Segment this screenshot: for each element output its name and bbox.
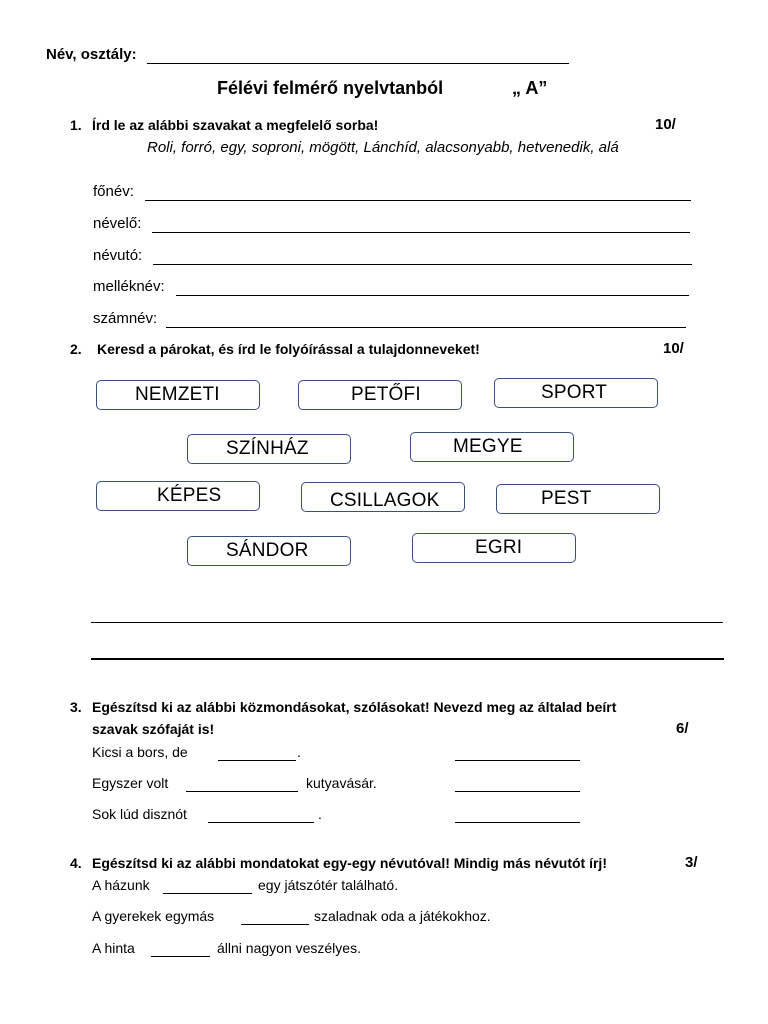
q4-line2-end: szaladnak oda a játékokhoz. bbox=[314, 908, 491, 924]
q2-points: 10/ bbox=[663, 340, 684, 357]
word-tile-sport[interactable]: SPORT bbox=[494, 378, 658, 408]
q1-answer-line-szamnev[interactable] bbox=[166, 327, 686, 328]
q3-line1-blank[interactable] bbox=[218, 760, 296, 761]
q1-row-label-melleknev: melléknév: bbox=[93, 278, 165, 295]
word-tile-kepes[interactable]: KÉPES bbox=[96, 481, 260, 511]
page-title: Félévi felmérő nyelvtanból bbox=[217, 78, 444, 98]
q1-number: 1. bbox=[70, 117, 82, 133]
q1-row-label-fonev: főnév: bbox=[93, 183, 134, 200]
q3-line3-blank[interactable] bbox=[208, 822, 314, 823]
q2-instruction: Keresd a párokat, és írd le folyóírással a tulajdonneveket! bbox=[97, 341, 480, 357]
q4-line1-text: A házunk bbox=[92, 877, 150, 893]
q3-instruction-line1: Egészítsd ki az alábbi közmondásokat, szólásokat! Nevezd meg az általad beírt bbox=[92, 699, 617, 715]
word-tile-sandor[interactable]: SÁNDOR bbox=[187, 536, 351, 566]
q4-line3-end: állni nagyon veszélyes. bbox=[217, 940, 361, 956]
q3-line2-text: Egyszer volt bbox=[92, 775, 169, 791]
q1-answer-line-nevuto[interactable] bbox=[153, 264, 692, 265]
word-tile-szinhaz[interactable]: SZÍNHÁZ bbox=[187, 434, 351, 464]
q4-line1-blank[interactable] bbox=[163, 893, 252, 894]
q4-points: 3/ bbox=[685, 854, 698, 871]
q3-line1-text: Kicsi a bors, de bbox=[92, 744, 188, 760]
q1-answer-line-nevelo[interactable] bbox=[152, 232, 690, 233]
q3-points: 6/ bbox=[676, 720, 689, 737]
q3-number: 3. bbox=[70, 699, 82, 715]
word-tile-pest[interactable]: PEST bbox=[496, 484, 660, 514]
q3-line1-end: . bbox=[297, 744, 301, 760]
q3-instruction-line2: szavak szófaját is! bbox=[92, 721, 215, 737]
word-tile-egri[interactable]: EGRI bbox=[412, 533, 576, 563]
q2-answer-line-1[interactable] bbox=[91, 622, 723, 623]
q1-row-label-szamnev: számnév: bbox=[93, 310, 158, 327]
q1-row-label-nevelo: névelő: bbox=[93, 215, 142, 232]
q3-line3-text: Sok lúd disznót bbox=[92, 806, 187, 822]
q4-line1-end: egy játszótér található. bbox=[258, 877, 399, 893]
word-tile-nemzeti[interactable]: NEMZETI bbox=[96, 380, 260, 410]
word-tile-petofi[interactable]: PETŐFI bbox=[298, 380, 462, 410]
name-class-blank[interactable] bbox=[147, 63, 569, 64]
q4-line2-blank[interactable] bbox=[241, 924, 309, 925]
word-tile-csillagok[interactable]: CSILLAGOK bbox=[301, 482, 465, 512]
q2-answer-line-2[interactable] bbox=[91, 658, 724, 660]
name-class-label: Név, osztály: bbox=[46, 46, 137, 63]
q3-line3-end: . bbox=[318, 806, 322, 822]
q2-number: 2. bbox=[70, 341, 82, 357]
q4-line3-text: A hinta bbox=[92, 940, 135, 956]
q3-line3-wordclass-blank[interactable] bbox=[455, 822, 580, 823]
q1-row-label-nevuto: névutó: bbox=[93, 247, 143, 264]
q4-instruction: Egészítsd ki az alábbi mondatokat egy-egy névutóval! Mindig más névutót írj! bbox=[92, 855, 607, 871]
q4-number: 4. bbox=[70, 855, 82, 871]
q1-word-list: Roli, forró, egy, soproni, mögött, Lánchíd, alacsonyabb, hetvenedik, alá bbox=[147, 139, 619, 156]
q3-line2-wordclass-blank[interactable] bbox=[455, 791, 580, 792]
q3-line2-blank[interactable] bbox=[186, 791, 298, 792]
q1-answer-line-fonev[interactable] bbox=[145, 200, 691, 201]
q1-points: 10/ bbox=[655, 116, 676, 133]
q1-answer-line-melleknev[interactable] bbox=[176, 295, 689, 296]
test-version: „ A” bbox=[512, 78, 548, 98]
q4-line3-blank[interactable] bbox=[151, 956, 210, 957]
q4-line2-text: A gyerekek egymás bbox=[92, 908, 215, 924]
word-tile-megye[interactable]: MEGYE bbox=[410, 432, 574, 462]
q3-line1-wordclass-blank[interactable] bbox=[455, 760, 580, 761]
q3-line2-end: kutyavásár. bbox=[306, 775, 377, 791]
q1-instruction: Írd le az alábbi szavakat a megfelelő sorba! bbox=[92, 117, 379, 133]
